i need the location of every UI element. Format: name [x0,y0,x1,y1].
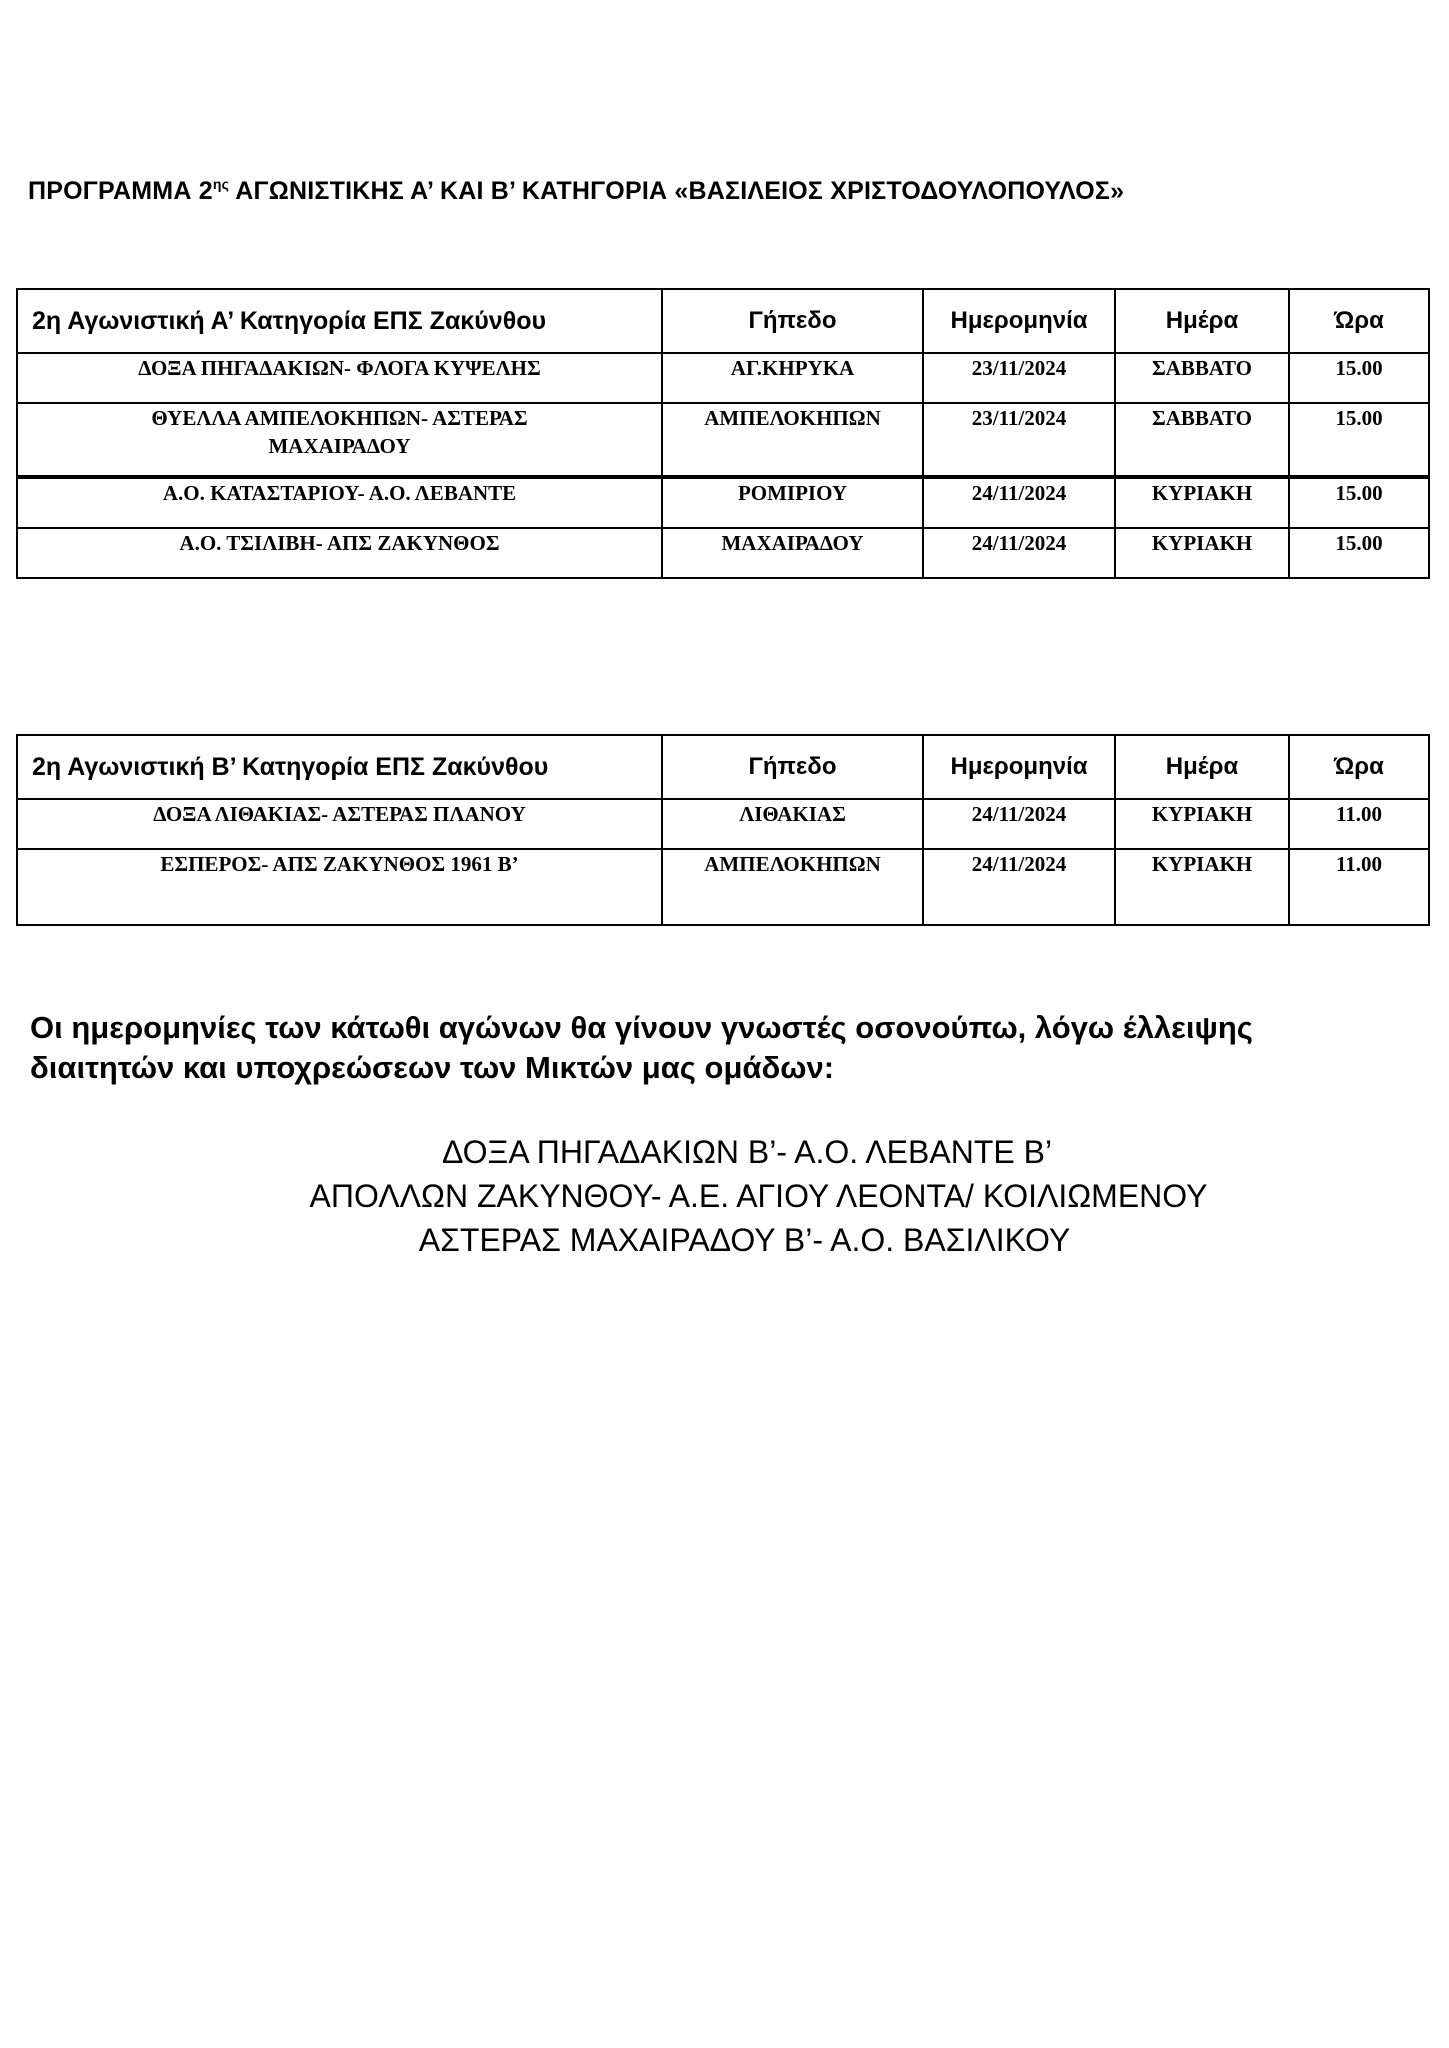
time-cell: 15.00 [1289,477,1429,528]
pending-match: ΑΠΟΛΛΩΝ ΖΑΚΥΝΘΟΥ- Α.Ε. ΑΓΙΟΥ ΛΕΟΝΤΑ/ ΚΟΙΛΙΩΜΕΝΟΥ [309,1178,1208,1214]
table-row [17,849,1429,925]
match-cell: ΕΣΠΕΡΟΣ- ΑΠΣ ΖΑΚΥΝΘΟΣ 1961 Β’ [17,849,662,925]
header-day: Ημέρα [1115,289,1289,353]
page-title [28,176,1124,206]
note-line-2: διαιτητών και υποχρεώσεων των Μικτών μας ομάδων: [30,1050,835,1085]
match-cell: Α.Ο. ΚΑΤΑΣΤΑΡΙΟΥ- Α.Ο. ΛΕΒΑΝΤΕ [17,477,662,528]
date-cell: 24/11/2024 [923,849,1115,925]
postponement-note [30,1008,1430,1088]
day-cell: ΚΥΡΙΑΚΗ [1115,799,1289,849]
venue-cell: ΛΙΘΑΚΙΑΣ [662,799,923,849]
date-cell: 24/11/2024 [923,528,1115,578]
table-row [17,477,1429,528]
table-row [17,799,1429,849]
day-cell: ΣΑΒΒΑΤΟ [1115,353,1289,403]
day-cell: ΚΥΡΙΑΚΗ [1115,849,1289,925]
venue-cell: ΡΟΜΙΡΙΟΥ [662,477,923,528]
title-suffix: ΑΓΩΝΙΣΤΙΚΗΣ Α’ ΚΑΙ Β’ ΚΑΤΗΓΟΡΙΑ «ΒΑΣΙΛΕΙΟΣ ΧΡΙΣΤΟΔΟΥΛΟΠΟΥΛΟΣ» [229,177,1125,205]
schedule-table-a [16,288,1430,579]
pending-match: ΑΣΤΕΡΑΣ ΜΑΧΑΙΡΑΔΟΥ Β’- Α.Ο. ΒΑΣΙΛΙΚΟΥ [418,1222,1071,1258]
header-venue: Γήπεδο [662,289,923,353]
title-prefix: ΠΡΟΓΡΑΜΜΑ 2 [28,177,213,205]
match-line-1: ΘΥΕΛΛΑ ΑΜΠΕΛΟΚΗΠΩΝ- ΑΣΤΕΡΑΣ [151,406,528,430]
header-venue: Γήπεδο [662,735,923,799]
note-line-1: Οι ημερομηνίες των κάτωθι αγώνων θα γίνουν γνωστές οσονούπω, λόγω έλλειψης [30,1010,1253,1045]
match-line-2: ΜΑΧΑΙΡΑΔΟΥ [268,434,411,458]
match-cell [17,403,662,477]
day-cell: ΚΥΡΙΑΚΗ [1115,477,1289,528]
venue-cell: ΑΓ.ΚΗΡΥΚΑ [662,353,923,403]
time-cell: 11.00 [1289,849,1429,925]
header-date: Ημερομηνία [923,735,1115,799]
match-cell: ΔΟΞΑ ΛΙΘΑΚΙΑΣ- ΑΣΤΕΡΑΣ ΠΛΑΝΟΥ [17,799,662,849]
header-time: Ώρα [1289,735,1429,799]
title-superscript: ης [212,176,230,192]
schedule-table-b [16,734,1430,926]
header-day: Ημέρα [1115,735,1289,799]
table-row [17,353,1429,403]
date-cell: 23/11/2024 [923,403,1115,477]
time-cell: 15.00 [1289,528,1429,578]
table-row [17,528,1429,578]
time-cell: 15.00 [1289,403,1429,477]
time-cell: 15.00 [1289,353,1429,403]
table-row [17,403,1429,477]
day-cell: ΚΥΡΙΑΚΗ [1115,528,1289,578]
table-header-row [17,735,1429,799]
header-time: Ώρα [1289,289,1429,353]
header-match: 2η Αγωνιστική Β’ Κατηγορία ΕΠΣ Ζακύνθου [17,735,662,799]
table-header-row [17,289,1429,353]
date-cell: 24/11/2024 [923,477,1115,528]
time-cell: 11.00 [1289,799,1429,849]
match-cell: ΔΟΞΑ ΠΗΓΑΔΑΚΙΩΝ- ΦΛΟΓΑ ΚΥΨΕΛΗΣ [17,353,662,403]
header-date: Ημερομηνία [923,289,1115,353]
date-cell: 23/11/2024 [923,353,1115,403]
date-cell: 24/11/2024 [923,799,1115,849]
pending-match: ΔΟΞΑ ΠΗΓΑΔΑΚΙΩΝ Β’- Α.Ο. ΛΕΒΑΝΤΕ Β’ [441,1134,1053,1170]
venue-cell: ΜΑΧΑΙΡΑΔΟΥ [662,528,923,578]
pending-matches-list [0,1130,1449,1262]
venue-cell: ΑΜΠΕΛΟΚΗΠΩΝ [662,403,923,477]
header-match: 2η Αγωνιστική Α’ Κατηγορία ΕΠΣ Ζακύνθου [17,289,662,353]
venue-cell: ΑΜΠΕΛΟΚΗΠΩΝ [662,849,923,925]
match-cell: Α.Ο. ΤΣΙΛΙΒΗ- ΑΠΣ ΖΑΚΥΝΘΟΣ [17,528,662,578]
day-cell: ΣΑΒΒΑΤΟ [1115,403,1289,477]
